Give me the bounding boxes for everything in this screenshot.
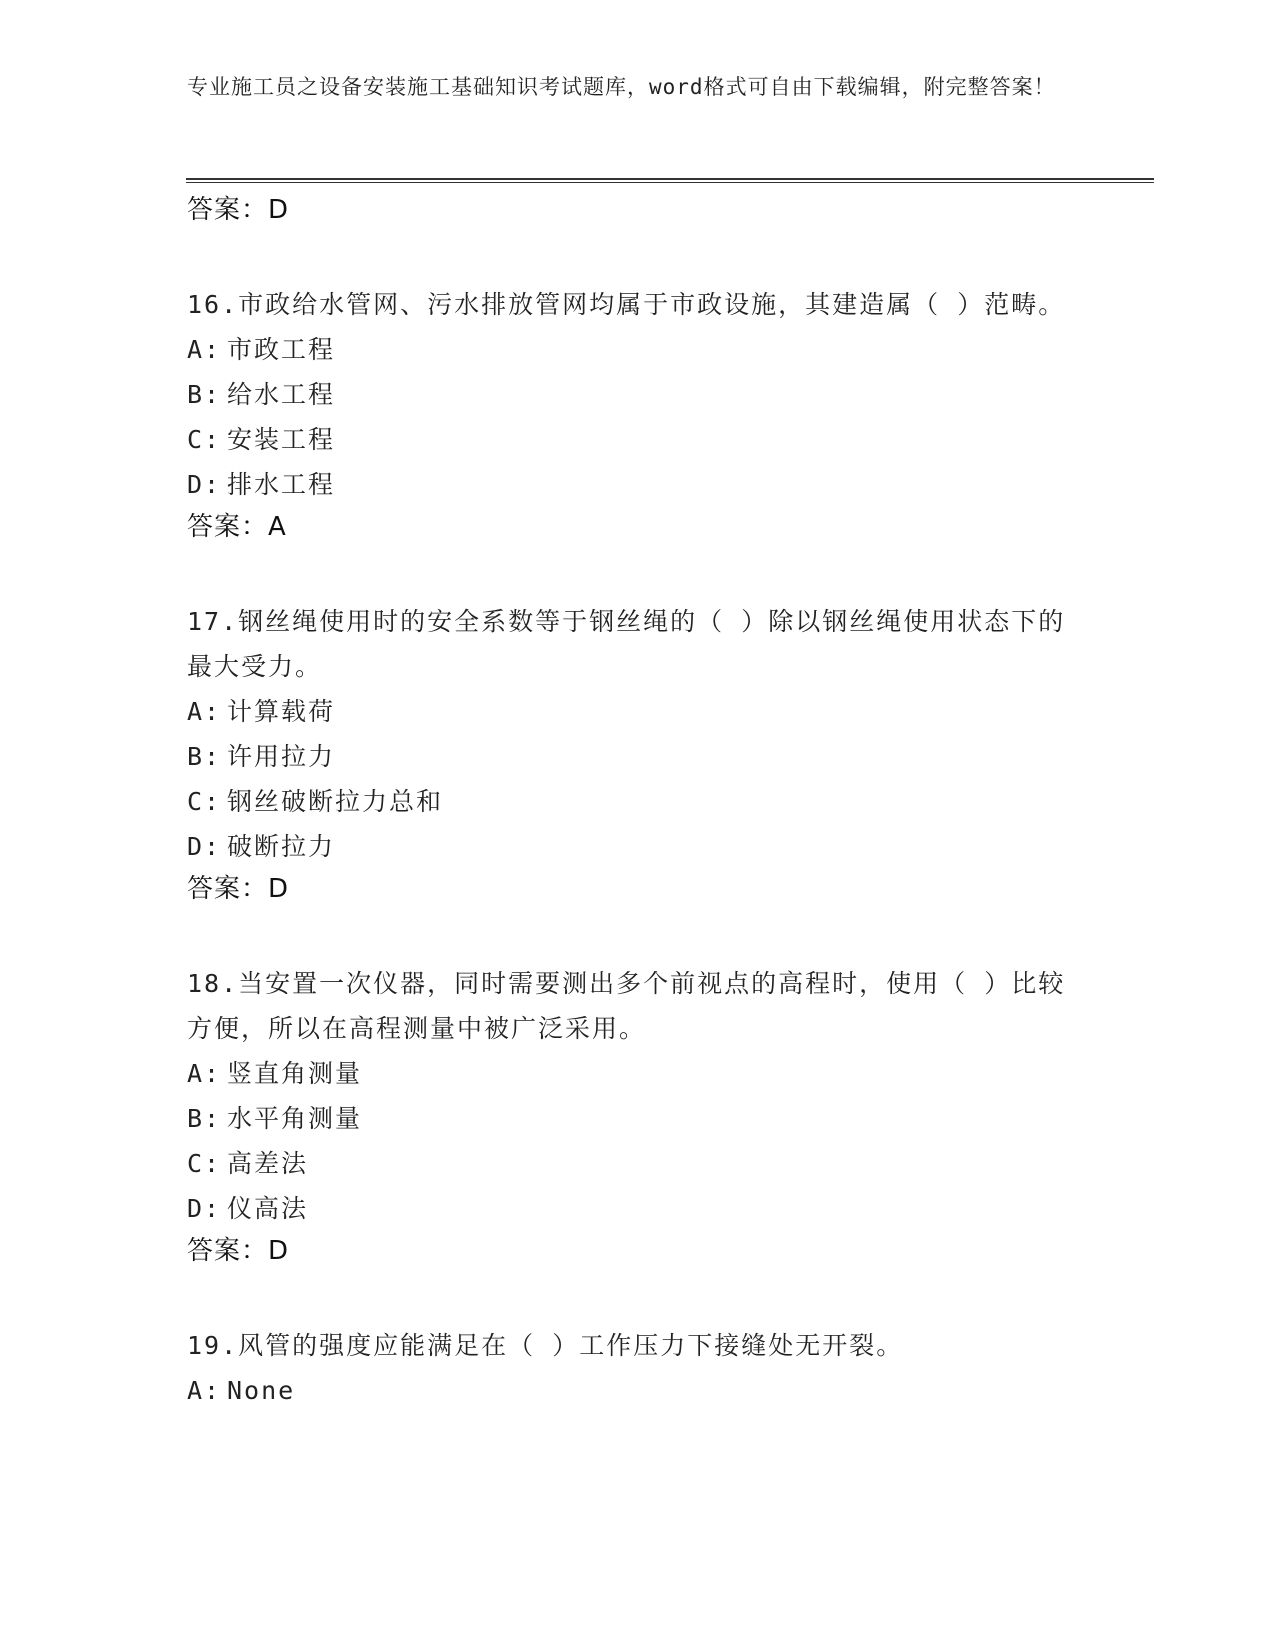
question-stem: 16.市政给水管网、污水排放管网均属于市政设施，其建造属（ ）范畴。	[187, 290, 1066, 319]
option-label: A:	[187, 1059, 222, 1088]
header-rule-thin	[186, 182, 1154, 183]
question-stem: 17.钢丝绳使用时的安全系数等于钢丝绳的（ ）除以钢丝绳使用状态下的最大受力。	[187, 607, 1066, 681]
option-label: A:	[187, 697, 222, 726]
option-label: D:	[187, 1194, 222, 1223]
option-label: D:	[187, 470, 222, 499]
option-text: 排水工程	[227, 470, 336, 499]
option-label: D:	[187, 832, 222, 861]
option-d	[187, 462, 1087, 507]
question-list	[187, 190, 1087, 1413]
option-text: 计算载荷	[227, 697, 336, 726]
option-text: 水平角测量	[227, 1104, 363, 1133]
answer-line: 答案：A	[187, 512, 287, 542]
option-label: B:	[187, 1104, 222, 1133]
option-c	[187, 417, 1087, 462]
option-text: 市政工程	[227, 335, 336, 364]
option-label: A:	[187, 335, 222, 364]
option-text: 钢丝破断拉力总和	[227, 787, 444, 816]
option-b	[187, 1096, 1087, 1141]
option-label: C:	[187, 787, 222, 816]
answer-line: 答案：D	[187, 874, 290, 904]
answer-line: 答案：D	[187, 195, 290, 225]
option-label: A:	[187, 1376, 222, 1405]
option-label: C:	[187, 1149, 222, 1178]
document-header: 专业施工员之设备安装施工基础知识考试题库，word格式可自由下载编辑，附完整答案！	[187, 75, 1056, 99]
option-label: C:	[187, 425, 222, 454]
option-d	[187, 1186, 1087, 1231]
option-text: 许用拉力	[227, 742, 336, 771]
question-stem: 18.当安置一次仪器，同时需要测出多个前视点的高程时，使用（ ）比较方便，所以在高程测量中被广泛采用。	[187, 969, 1066, 1043]
option-a	[187, 1368, 1087, 1413]
option-label: B:	[187, 380, 222, 409]
option-a	[187, 689, 1087, 734]
option-text: 破断拉力	[227, 832, 336, 861]
option-text: 竖直角测量	[227, 1059, 363, 1088]
header-rule	[186, 178, 1154, 180]
option-a	[187, 327, 1087, 372]
option-label: B:	[187, 742, 222, 771]
option-a	[187, 1051, 1087, 1096]
option-d	[187, 824, 1087, 869]
answer-line: 答案：D	[187, 1236, 290, 1266]
option-text: 高差法	[227, 1149, 309, 1178]
option-c	[187, 1141, 1087, 1186]
option-c	[187, 779, 1087, 824]
option-b	[187, 372, 1087, 417]
option-text: 仪高法	[227, 1194, 309, 1223]
option-text: 安装工程	[227, 425, 336, 454]
option-text: 给水工程	[227, 380, 336, 409]
question-stem: 19.风管的强度应能满足在（ ）工作压力下接缝处无开裂。	[187, 1331, 904, 1360]
option-b	[187, 734, 1087, 779]
option-text: None	[227, 1376, 296, 1405]
